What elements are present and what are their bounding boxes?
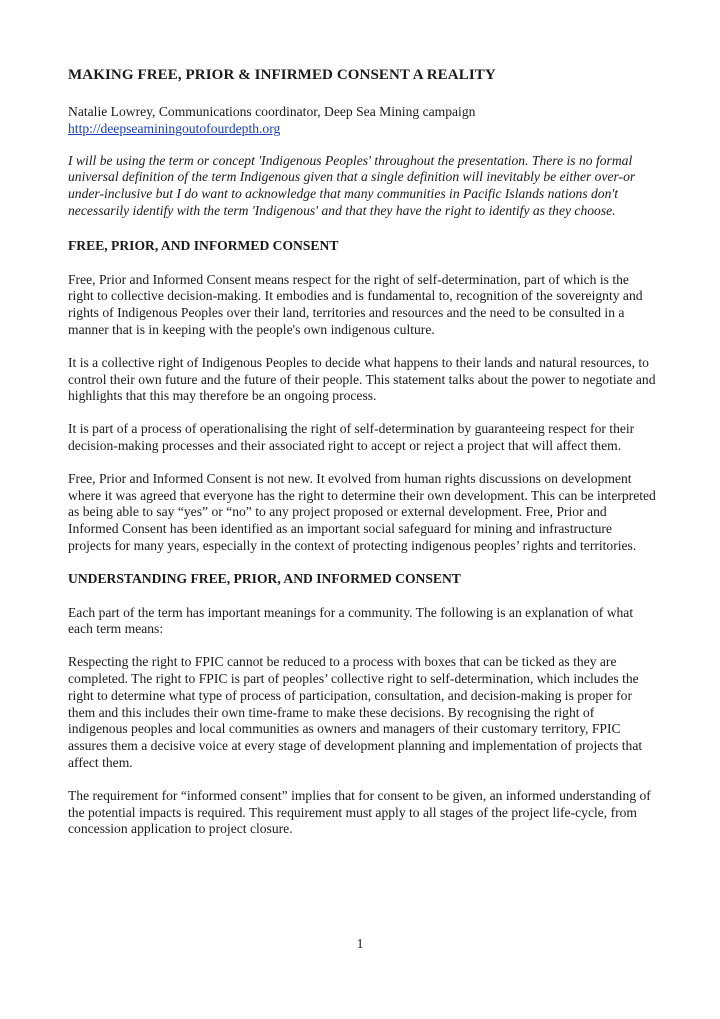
page-number: 1	[356, 936, 364, 951]
paragraph: The requirement for “informed consent” implies that for consent to be given, an informed understanding of the potential impacts is required. This requirement must apply to all stages of the project life-cycle, from concession application to project closure.	[68, 787, 651, 837]
paragraph: Each part of the term has important meanings for a community. The following is an explanation of what each term means:	[68, 604, 634, 637]
paragraph: Respecting the right to FPIC cannot be reduced to a process with boxes that can be ticked as they are completed. The right to FPIC is part of peoples’ collective right to self-determination, which includes the right to determine what type of process of participation, consultation, and decision-making is proper for them and this includes their own time-frame to make these decisions. By recognising the right of indigenous peoples and local communities as owners and managers of their customary territory, FPIC assures them a decisive voice at every stage of development planning and implementation of projects that affect them.	[68, 654, 643, 770]
section-heading-fpic: FREE, PRIOR, AND INFORMED CONSENT	[68, 237, 339, 253]
section-heading-understanding: UNDERSTANDING FREE, PRIOR, AND INFORMED CONSENT	[68, 570, 461, 586]
paragraph: Free, Prior and Informed Consent is not new. It evolved from human rights discussions on development where it was agreed that everyone has the right to determine their own development. This can be interpreted as being able to say “yes” or “no” to any project proposed or external development. Free, Prior and Informed Consent has been identified as an important social safeguard for mining and infrastructure projects for many years, especially in the context of protecting indigenous peoples’ rights and territories.	[68, 470, 656, 553]
paragraph: It is a collective right of Indigenous Peoples to decide what happens to their lands and natural resources, to control their own future and the future of their people. This statement talks about the power to negotiate and highlights that this may therefore be an ongoing process.	[68, 354, 656, 404]
intro-note: I will be using the term or concept 'Indigenous Peoples' throughout the presentation. There is no formal universal definition of the term Indigenous given that a single definition will inevitably be either over-or under-inclusive but I do want to acknowledge that many communities in Pacific Islands nations don't necessarily identify with the term 'Indigenous' and that they have the right to identify as they choose.	[68, 152, 636, 218]
paragraph: Free, Prior and Informed Consent means respect for the right of self-determination, part of which is the right to collective decision-making. It embodies and is fundamental to, recognition of the sovereignty and rights of Indigenous Peoples over their land, territories and resources and the need to be consulted in a manner that is in keeping with the people's own indigenous culture.	[68, 271, 643, 337]
document-title: MAKING FREE, PRIOR & INFIRMED CONSENT A REALITY	[68, 67, 496, 83]
author-line: Natalie Lowrey, Communications coordinator, Deep Sea Mining campaign	[68, 104, 476, 119]
campaign-link[interactable]: http://deepseaminingoutofourdepth.org	[68, 120, 281, 136]
paragraph: It is part of a process of operationalising the right of self-determination by guaranteeing respect for their decision-making processes and their associated right to accept or reject a project that will affect them.	[68, 421, 635, 453]
